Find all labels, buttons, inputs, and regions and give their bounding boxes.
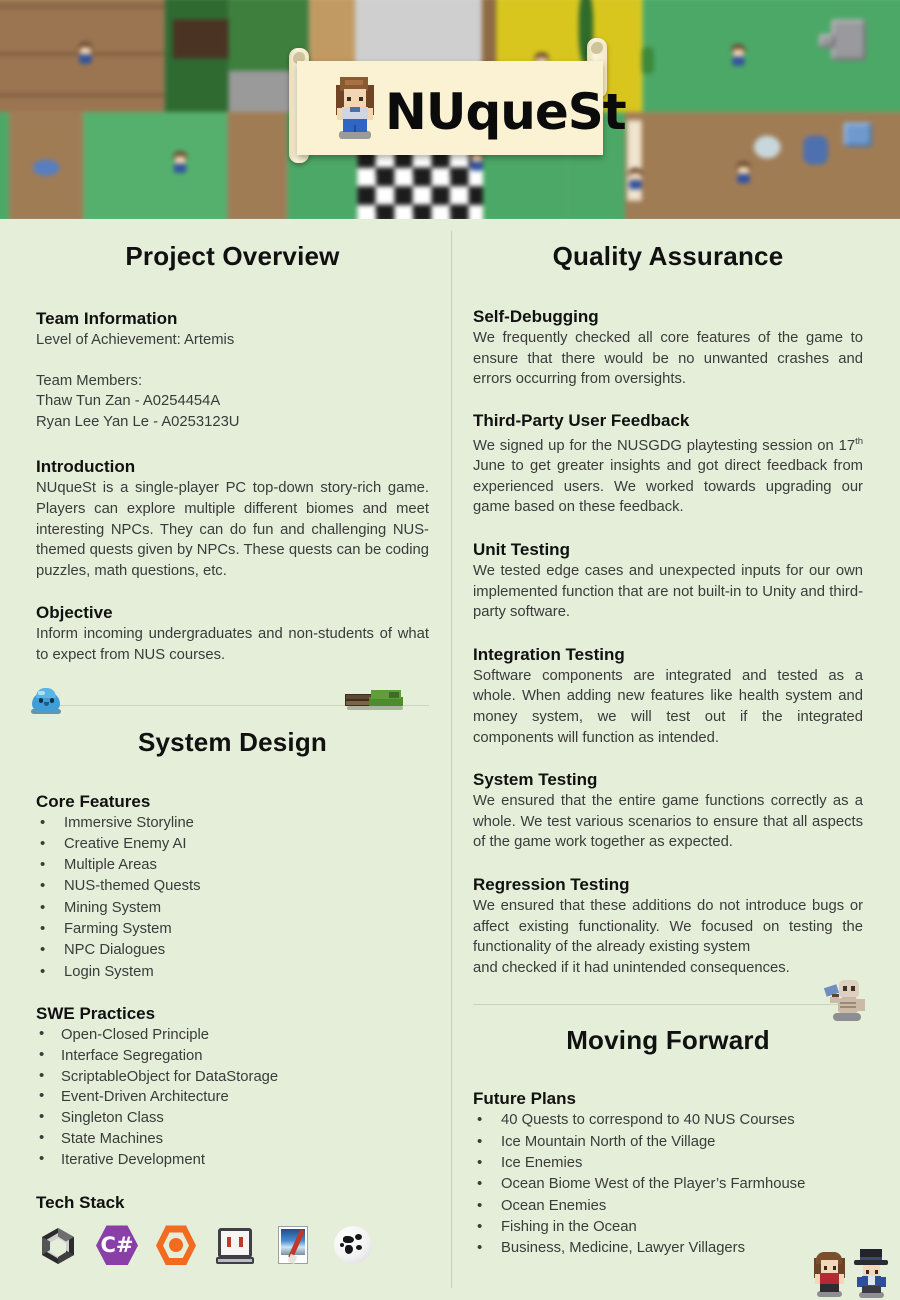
- tile-dirt-path-2: [228, 112, 288, 219]
- project-overview-title: Project Overview: [125, 241, 340, 271]
- feedback-text-before: We signed up for the NUSGDG playtesting session on 17: [473, 437, 856, 454]
- npc-sprite: [627, 168, 643, 191]
- poster-content: [0, 219, 900, 1300]
- npc-sprite: [735, 162, 751, 185]
- core-features-list: [36, 813, 429, 983]
- feedback-text-after: June to get greater insights and got direct feedback from experienced users. We worked towards upgrading our game based on these feedback.: [473, 458, 863, 516]
- well-sprite: [803, 136, 828, 165]
- core-features-heading: Core Features: [36, 791, 151, 811]
- level-of-achievement: Level of Achievement: Artemis: [36, 332, 235, 348]
- system-design-title: System Design: [137, 726, 327, 757]
- list-item: • Login System: [36, 962, 429, 983]
- npc-sprite: [77, 42, 93, 65]
- poster-title: NUqueSt: [385, 83, 626, 141]
- rider-icon: [154, 1223, 198, 1267]
- swe-practices-heading: SWE Practices: [36, 1003, 156, 1023]
- list-item: • NPC Dialogues: [36, 940, 429, 961]
- list-item: • Singleton Class: [36, 1108, 429, 1129]
- hero-character-sprite: [331, 77, 379, 141]
- introduction-text: NUqueSt is a single-player PC top-down story-rich game. Players can explore multiple different biomes and meet interesting NPCs. They can do fun and challenging NUS-themed quests given by NPCs. These quests can be coding puzzles, math questions, etc.: [36, 480, 429, 579]
- robot-enemy-arm: [819, 34, 835, 48]
- tech-stack-heading: Tech Stack: [36, 1193, 125, 1213]
- npc-sprite: [730, 44, 746, 67]
- self-debugging-text: We frequently checked all core features of the game to ensure that there would be no unwanted crashes and errors occurring from oversights.: [473, 330, 863, 388]
- third-party-feedback-text: [473, 432, 863, 518]
- water-puddle: [754, 136, 781, 159]
- right-column: [451, 219, 900, 1259]
- csharp-glyph: C#: [100, 1233, 134, 1258]
- tile-wood-plank-lines-3: [0, 94, 165, 97]
- quality-assurance-title: Quality Assurance: [552, 241, 784, 271]
- integration-testing-heading: Integration Testing: [473, 644, 625, 664]
- log-and-bush-sprite: [345, 688, 407, 712]
- introduction-heading: Introduction: [36, 457, 136, 477]
- objective-heading: Objective: [36, 603, 113, 623]
- self-debugging-heading: Self-Debugging: [473, 307, 599, 326]
- tile-grass-mid: [83, 112, 227, 219]
- system-testing-heading: System Testing: [473, 770, 598, 790]
- regression-testing-text-last-line: and checked if it had unintended consequences.: [473, 959, 790, 976]
- team-information-heading: Team Information: [36, 309, 178, 328]
- water-puddle: [33, 159, 60, 175]
- team-member: Thaw Tun Zan - A0254454A: [36, 393, 221, 410]
- list-item: • Multiple Areas: [36, 855, 429, 876]
- npc-sprite: [172, 151, 188, 174]
- list-item: • Farming System: [36, 919, 429, 940]
- team-members-label: Team Members:: [36, 372, 143, 389]
- list-item: • Ice Enemies: [473, 1153, 863, 1174]
- ordinal-suffix: th: [855, 435, 863, 447]
- right-divider-1: [473, 1004, 863, 1005]
- unit-testing-text: We tested edge cases and unexpected inputs for our own implemented function that are not built-in to Unity and third-party software.: [473, 563, 863, 621]
- villager-sprites: [812, 1248, 896, 1298]
- list-item: • Fishing in the Ocean: [473, 1217, 863, 1238]
- tile-grass-left: [0, 112, 9, 219]
- slime-enemy-sprite: [30, 686, 62, 714]
- list-item: • Event-Driven Architecture: [36, 1087, 429, 1108]
- regression-testing-heading: Regression Testing: [473, 875, 630, 895]
- list-item: • Ocean Biome West of the Player’s Farmhouse: [473, 1174, 863, 1195]
- list-item: • Mining System: [36, 898, 429, 919]
- list-item: • Iterative Development: [36, 1150, 429, 1171]
- unity-icon-glyph: [38, 1225, 78, 1265]
- csharp-icon: [95, 1223, 139, 1267]
- fountain-sprite: [843, 122, 872, 147]
- list-item: • ScriptableObject for DataStorage: [36, 1067, 429, 1088]
- list-item: • Ocean Enemies: [473, 1196, 863, 1217]
- team-member: Ryan Lee Yan Le - A0253123U: [36, 413, 240, 430]
- list-item: • Ice Mountain North of the Village: [473, 1132, 863, 1153]
- title-banner: [283, 55, 626, 161]
- list-item: • Creative Enemy AI: [36, 834, 429, 855]
- paint-net-icon: [272, 1223, 316, 1267]
- tiled-map-editor-icon: [331, 1223, 375, 1267]
- robot-enemy-sprite: [831, 19, 866, 60]
- tile-small-bush: [642, 47, 654, 74]
- integration-testing-text: Software components are integrated and tested as a whole. When adding new features like health system and money system, we will test out if the integrated components will function as intended.: [473, 667, 863, 746]
- unity-icon: [36, 1223, 80, 1267]
- list-item: • 40 Quests to correspond to 40 NUS Courses: [473, 1110, 863, 1131]
- list-item: • State Machines: [36, 1129, 429, 1150]
- list-item: • Interface Segregation: [36, 1046, 429, 1067]
- list-item: • Immersive Storyline: [36, 813, 429, 834]
- banner-paper: [297, 61, 626, 155]
- third-party-feedback-heading: Third-Party User Feedback: [473, 410, 690, 430]
- swe-practices-list: [36, 1025, 429, 1171]
- poster-header: [0, 0, 900, 219]
- tech-stack-icons: [36, 1223, 429, 1267]
- objective-text: Inform incoming undergraduates and non-students of what to expect from NUS courses.: [36, 626, 429, 663]
- tile-wood-plank-lines: [0, 5, 165, 8]
- system-testing-text: We ensured that the entire game functions correctly as a whole. We test various scenarios to ensure that all aspects of the game work together as expected.: [473, 793, 863, 851]
- left-column: [0, 219, 451, 1267]
- unit-testing-heading: Unit Testing: [473, 540, 570, 560]
- future-plans-list: [473, 1110, 863, 1259]
- list-item: • NUS-themed Quests: [36, 876, 429, 897]
- moving-forward-title: Moving Forward: [566, 1025, 770, 1056]
- skeleton-enemy-sprite: [823, 978, 869, 1024]
- list-item: • Open-Closed Principle: [36, 1025, 429, 1046]
- aseprite-icon: [213, 1223, 257, 1267]
- regression-testing-text: We ensured that these additions do not introduce bugs or affect existing functionality. We focused on testing the functionality of the already existing system: [473, 898, 863, 956]
- list-item: • Business, Medicine, Lawyer Villagers: [473, 1238, 863, 1259]
- future-plans-heading: Future Plans: [473, 1089, 576, 1109]
